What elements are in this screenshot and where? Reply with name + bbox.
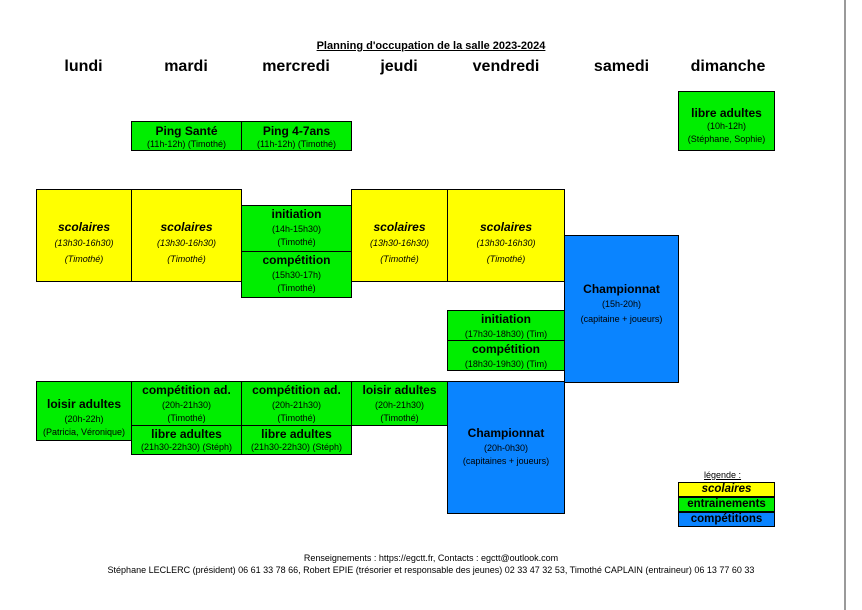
block-libre-adultes-mardi: [131, 425, 242, 455]
block-name: scolaires: [479, 220, 533, 234]
day-header-mardi: mardi: [164, 58, 208, 75]
block-name: Ping Santé: [155, 124, 218, 138]
block-championnat-vendredi: [447, 381, 565, 514]
day-header-lundi: lundi: [64, 58, 103, 75]
block-loisir-adultes-jeudi: [351, 381, 448, 426]
block-ping-sante: [131, 121, 242, 151]
block-who: (Timothé): [486, 254, 526, 264]
page-title: Planning d'occupation de la salle 2023-2024: [316, 40, 546, 52]
block-name: initiation: [481, 312, 531, 326]
block-name: compétition ad.: [252, 383, 341, 397]
block-who: (Timothé): [167, 254, 206, 264]
block-time: (15h-20h): [601, 299, 642, 309]
block-scolaires-lundi: [36, 189, 132, 282]
block-competition-ad-mardi: [131, 381, 242, 426]
block-time: (20h-21h30): [161, 400, 212, 410]
block-time: (20h-0h30): [483, 443, 529, 453]
legend-scolaires: scolaires: [678, 482, 775, 497]
block-competition-vendredi: [447, 340, 565, 371]
block-scolaires-jeudi: [351, 189, 448, 282]
block-name: scolaires: [373, 220, 426, 234]
block-who: (Stéphane, Sophie): [687, 134, 766, 144]
block-initiation-vendredi: [447, 310, 565, 341]
legend-title: légende :: [704, 470, 742, 480]
block-time: (13h30-16h30): [54, 238, 114, 248]
legend-competitions: compétitions: [678, 512, 775, 527]
block-time: (14h-15h30): [271, 224, 322, 234]
block-who: (Timothé): [277, 413, 316, 423]
block-time: (13h30-16h30): [156, 238, 217, 248]
block-who: (Timothé): [380, 413, 419, 423]
day-header-vendredi: vendredi: [472, 58, 540, 75]
block-ping-4-7ans: [241, 121, 352, 151]
block-name: libre adultes: [691, 106, 762, 120]
block-competition-mercredi: [241, 251, 352, 298]
block-time: (21h30-22h30) (Stéph): [250, 442, 343, 452]
block-time: (15h30-17h): [271, 270, 322, 280]
block-time: (17h30-18h30) (Tim): [464, 329, 548, 339]
block-time: (21h30-22h30) (Stéph): [140, 442, 233, 452]
block-time: (10h-12h): [706, 121, 747, 131]
block-time: (13h30-16h30): [476, 238, 536, 248]
block-time: (20h-21h30): [374, 400, 425, 410]
day-header-jeudi: jeudi: [380, 58, 418, 75]
block-initiation-mercredi: [241, 205, 352, 252]
block-name: compétition ad.: [142, 383, 231, 397]
block-who: (capitaines + joueurs): [462, 456, 550, 466]
block-scolaires-mardi: [131, 189, 242, 282]
block-name: Championnat: [467, 426, 545, 440]
block-name: libre adultes: [151, 427, 222, 441]
block-who: (Timothé): [64, 254, 104, 264]
block-who: (Timothé): [380, 254, 419, 264]
day-header-dimanche: dimanche: [690, 58, 766, 75]
block-name: initiation: [271, 207, 322, 221]
block-name: compétition: [472, 342, 540, 356]
block-time: (11h-12h) (Timothé): [146, 139, 227, 149]
footer-contacts: Renseignements : https://egctt.fr, Contacts : egctt@outlook.com: [303, 553, 559, 563]
day-header-samedi: samedi: [593, 58, 650, 75]
block-who: (Timothé): [167, 413, 206, 423]
block-who: (Timothé): [277, 237, 316, 247]
block-time: (13h30-16h30): [369, 238, 430, 248]
block-name: Championnat: [583, 282, 660, 296]
block-who: (Patricia, Véronique): [42, 427, 126, 437]
block-championnat-samedi: [564, 235, 679, 383]
page-edge: [844, 0, 846, 610]
day-header-mercredi: mercredi: [262, 58, 330, 75]
block-time: (20h-21h30): [271, 400, 322, 410]
block-name: Ping 4-7ans: [262, 124, 331, 138]
block-time: (20h-22h): [64, 414, 104, 424]
block-name: libre adultes: [261, 427, 332, 441]
block-scolaires-vendredi: [447, 189, 565, 282]
block-loisir-adultes-lundi: [36, 381, 132, 441]
block-name: loisir adultes: [46, 397, 122, 411]
block-who: (capitaine + joueurs): [580, 314, 663, 324]
block-time: (18h30-19h30) (Tim): [464, 359, 548, 369]
block-competition-ad-mercredi: [241, 381, 352, 426]
block-name: loisir adultes: [362, 383, 437, 397]
block-name: compétition: [262, 253, 331, 267]
block-libre-adultes-mercredi: [241, 425, 352, 455]
legend-entrainements: entrainements: [678, 497, 775, 512]
block-who: (Timothé): [277, 283, 316, 293]
footer-people: Stéphane LECLERC (président) 06 61 33 78 66, Robert EPIE (trésorier et responsable des jeunes) 02 33 47 32 53, Timothé CAPLAIN (entraineur) 06 13 77 60 33: [107, 565, 755, 575]
block-name: scolaires: [57, 220, 111, 234]
block-libre-adultes-dimanche: [678, 91, 775, 151]
block-time: (11h-12h) (Timothé): [256, 139, 337, 149]
block-name: scolaires: [160, 220, 213, 234]
